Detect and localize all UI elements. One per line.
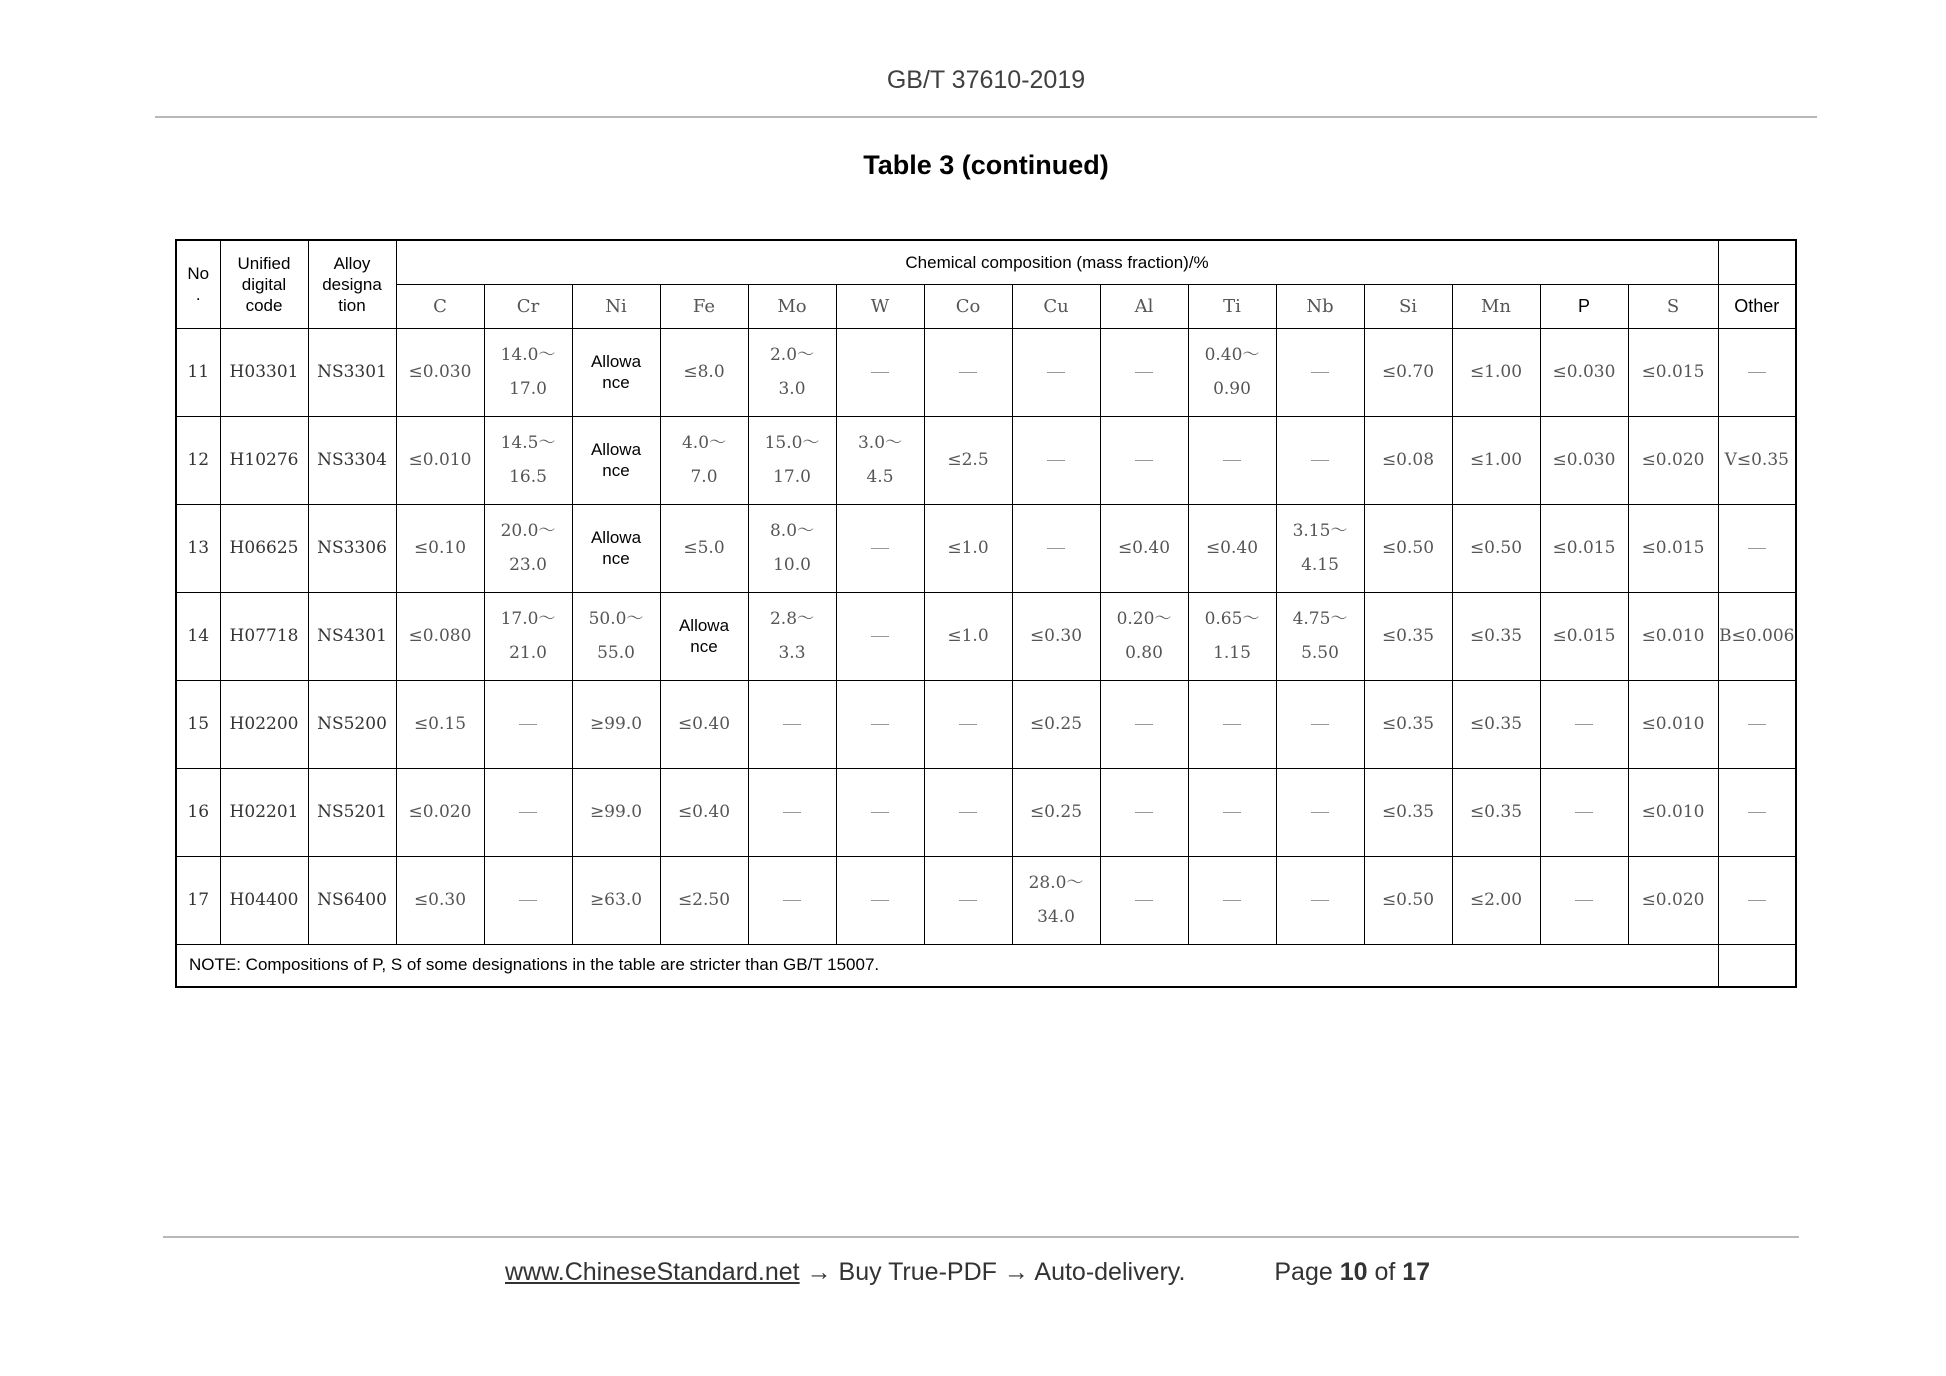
table-row bbox=[176, 856, 1796, 944]
alloy-designation-cell: NS3301 bbox=[308, 328, 396, 416]
value-cell-mn bbox=[1452, 592, 1540, 680]
value-cell-other-none bbox=[1718, 680, 1796, 768]
value-cell-c bbox=[396, 504, 484, 592]
alloy-designation-cell: NS6400 bbox=[308, 856, 396, 944]
value-cell-w-none bbox=[836, 328, 924, 416]
table-row bbox=[176, 328, 1796, 416]
row-number-cell: 13 bbox=[176, 504, 220, 592]
value-cell-ti bbox=[1188, 328, 1276, 416]
alloy-designation-cell: NS5201 bbox=[308, 768, 396, 856]
value-text: ≤0.010 bbox=[1641, 714, 1705, 734]
value-cell-al-none bbox=[1100, 416, 1188, 504]
value-cell-ti-none bbox=[1188, 416, 1276, 504]
value-cell-cr bbox=[484, 592, 572, 680]
value-cell-al-none bbox=[1100, 768, 1188, 856]
value-cell-s bbox=[1628, 592, 1718, 680]
composition-group-header: Chemical composition (mass fraction)/% bbox=[396, 240, 1718, 284]
element-header-co: Co bbox=[924, 284, 1012, 328]
value-cell-cr-none bbox=[484, 768, 572, 856]
value-text: ≤0.50 bbox=[1469, 538, 1523, 558]
value-text: 2.0～ 3.0 bbox=[769, 345, 815, 399]
value-text: ≤0.30 bbox=[1029, 626, 1083, 646]
value-text: 28.0～ 34.0 bbox=[1028, 873, 1084, 927]
digital-code-cell: H02200 bbox=[220, 680, 308, 768]
value-cell-co-none bbox=[924, 680, 1012, 768]
value-text: ≤0.35 bbox=[1469, 714, 1523, 734]
value-cell-nb-none bbox=[1276, 328, 1364, 416]
value-cell-cr bbox=[484, 328, 572, 416]
dash-mark bbox=[1135, 724, 1153, 725]
dash-mark bbox=[1311, 812, 1329, 813]
value-cell-fe bbox=[660, 680, 748, 768]
value-cell-p-none bbox=[1540, 856, 1628, 944]
value-text: 4.75～ 5.50 bbox=[1292, 609, 1348, 663]
dash-mark bbox=[1311, 372, 1329, 373]
digital-code-cell: H03301 bbox=[220, 328, 308, 416]
value-text: ≤5.0 bbox=[683, 538, 725, 558]
value-text: ≥99.0 bbox=[589, 714, 643, 734]
page-indicator bbox=[1274, 1258, 1430, 1286]
dash-mark bbox=[1748, 812, 1766, 813]
dash-mark bbox=[871, 548, 889, 549]
website-link[interactable]: www.ChineseStandard.net bbox=[505, 1258, 800, 1286]
value-text: ≤0.010 bbox=[1641, 802, 1705, 822]
value-cell-nb bbox=[1276, 592, 1364, 680]
value-text: 15.0～ 17.0 bbox=[764, 433, 820, 487]
value-text: B≤0.006 bbox=[1719, 626, 1795, 646]
value-cell-al-none bbox=[1100, 328, 1188, 416]
alloy-designation-cell: NS3304 bbox=[308, 416, 396, 504]
value-text: ≤0.010 bbox=[1641, 626, 1705, 646]
alloy-designation-cell: NS4301 bbox=[308, 592, 396, 680]
value-cell-ti-none bbox=[1188, 856, 1276, 944]
element-header-row bbox=[176, 284, 1796, 328]
value-cell-p bbox=[1540, 592, 1628, 680]
value-text: 0.20～ 0.80 bbox=[1116, 609, 1172, 663]
col-header-alloy-text: Alloy designa tion bbox=[322, 253, 382, 315]
dash-mark bbox=[1311, 460, 1329, 461]
value-cell-si bbox=[1364, 592, 1452, 680]
value-cell-c bbox=[396, 592, 484, 680]
dash-mark bbox=[783, 724, 801, 725]
value-text: ≤0.25 bbox=[1029, 802, 1083, 822]
value-cell-w-none bbox=[836, 680, 924, 768]
table-row bbox=[176, 768, 1796, 856]
value-text: ≤0.015 bbox=[1552, 626, 1616, 646]
value-cell-other-none bbox=[1718, 768, 1796, 856]
value-cell-mn bbox=[1452, 504, 1540, 592]
value-cell-p bbox=[1540, 504, 1628, 592]
value-cell-fe bbox=[660, 504, 748, 592]
value-cell-nb-none bbox=[1276, 856, 1364, 944]
value-text: ≤0.030 bbox=[1552, 362, 1616, 382]
footer-divider bbox=[163, 1236, 1799, 1238]
value-text: V≤0.35 bbox=[1724, 450, 1789, 470]
element-header-nb: Nb bbox=[1276, 284, 1364, 328]
dash-mark bbox=[1047, 548, 1065, 549]
value-cell-nb bbox=[1276, 504, 1364, 592]
value-cell-cu bbox=[1012, 680, 1100, 768]
value-cell-si bbox=[1364, 328, 1452, 416]
dash-mark bbox=[871, 724, 889, 725]
value-cell-ti-none bbox=[1188, 768, 1276, 856]
value-text: ≤2.50 bbox=[677, 890, 731, 910]
dash-mark bbox=[959, 724, 977, 725]
value-cell-al-none bbox=[1100, 680, 1188, 768]
value-text: ≤1.00 bbox=[1469, 450, 1523, 470]
value-cell-w-none bbox=[836, 768, 924, 856]
value-cell-co bbox=[924, 504, 1012, 592]
element-header-ti: Ti bbox=[1188, 284, 1276, 328]
value-cell-fe bbox=[660, 768, 748, 856]
value-text: ≤0.30 bbox=[413, 890, 467, 910]
value-cell-s bbox=[1628, 768, 1718, 856]
col-header-no bbox=[176, 240, 220, 328]
value-cell-al-none bbox=[1100, 856, 1188, 944]
value-cell-ti bbox=[1188, 592, 1276, 680]
value-text: 0.40～ 0.90 bbox=[1204, 345, 1260, 399]
value-text: ≤1.00 bbox=[1469, 362, 1523, 382]
value-cell-cu bbox=[1012, 768, 1100, 856]
value-cell-mo bbox=[748, 504, 836, 592]
row-number-cell: 16 bbox=[176, 768, 220, 856]
value-text: 50.0～ 55.0 bbox=[588, 609, 644, 663]
digital-code-cell: H02201 bbox=[220, 768, 308, 856]
element-header-c: C bbox=[396, 284, 484, 328]
value-cell-c bbox=[396, 416, 484, 504]
footer-tagline: → Buy True-PDF → Auto-delivery. bbox=[799, 1258, 1186, 1286]
table-caption: Table 3 (continued) bbox=[863, 150, 1109, 180]
dash-mark bbox=[1047, 372, 1065, 373]
value-text: ≤0.020 bbox=[1641, 450, 1705, 470]
value-cell-co bbox=[924, 592, 1012, 680]
value-cell-ni bbox=[572, 768, 660, 856]
value-text: ≤2.5 bbox=[947, 450, 989, 470]
value-cell-mn bbox=[1452, 768, 1540, 856]
value-cell-si bbox=[1364, 768, 1452, 856]
value-cell-fe bbox=[660, 416, 748, 504]
value-cell-fe bbox=[660, 592, 748, 680]
table-row bbox=[176, 680, 1796, 768]
value-text: ≤0.25 bbox=[1029, 714, 1083, 734]
value-cell-co-none bbox=[924, 856, 1012, 944]
value-cell-other bbox=[1718, 592, 1796, 680]
row-number-cell: 12 bbox=[176, 416, 220, 504]
dash-mark bbox=[1223, 900, 1241, 901]
col-header-code bbox=[220, 240, 308, 328]
page-footer bbox=[505, 1258, 1430, 1287]
value-text: 2.8～ 3.3 bbox=[769, 609, 815, 663]
value-cell-cu bbox=[1012, 592, 1100, 680]
value-text: 14.5～ 16.5 bbox=[500, 433, 556, 487]
value-cell-fe bbox=[660, 328, 748, 416]
value-text: ≥99.0 bbox=[589, 802, 643, 822]
element-header-si: Si bbox=[1364, 284, 1452, 328]
dash-mark bbox=[1311, 724, 1329, 725]
value-cell-cr-none bbox=[484, 856, 572, 944]
value-cell-nb-none bbox=[1276, 768, 1364, 856]
value-cell-other-none bbox=[1718, 856, 1796, 944]
value-text: ≤0.40 bbox=[677, 714, 731, 734]
row-number-cell: 15 bbox=[176, 680, 220, 768]
row-number-cell: 14 bbox=[176, 592, 220, 680]
value-text: ≤0.35 bbox=[1469, 802, 1523, 822]
value-text: ≤1.0 bbox=[947, 626, 989, 646]
digital-code-cell: H07718 bbox=[220, 592, 308, 680]
value-cell-co bbox=[924, 416, 1012, 504]
value-cell-s bbox=[1628, 328, 1718, 416]
page-current: 10 bbox=[1339, 1258, 1368, 1286]
value-cell-mn bbox=[1452, 856, 1540, 944]
value-cell-c bbox=[396, 328, 484, 416]
value-text: ≤0.50 bbox=[1381, 538, 1435, 558]
value-cell-s bbox=[1628, 856, 1718, 944]
table-note: NOTE: Compositions of P, S of some designations in the table are stricter than GB/T 15007. bbox=[176, 944, 1718, 987]
value-text: ≤0.080 bbox=[408, 626, 472, 646]
value-text: ≤0.010 bbox=[408, 450, 472, 470]
col-header-code-text: Unified digital code bbox=[237, 253, 291, 315]
value-cell-si bbox=[1364, 416, 1452, 504]
value-cell-w-none bbox=[836, 856, 924, 944]
dash-mark bbox=[519, 900, 537, 901]
value-cell-fe bbox=[660, 856, 748, 944]
value-text: ≤0.030 bbox=[1552, 450, 1616, 470]
dash-mark bbox=[1135, 900, 1153, 901]
digital-code-cell: H04400 bbox=[220, 856, 308, 944]
value-cell-ni bbox=[572, 856, 660, 944]
row-number-cell: 11 bbox=[176, 328, 220, 416]
value-cell-ni bbox=[572, 592, 660, 680]
document-id-header: GB/T 37610-2019 bbox=[886, 66, 1086, 94]
dash-mark bbox=[519, 812, 537, 813]
dash-mark bbox=[519, 724, 537, 725]
value-text: ≤0.35 bbox=[1381, 714, 1435, 734]
value-cell-w-none bbox=[836, 592, 924, 680]
value-cell-co-none bbox=[924, 768, 1012, 856]
value-cell-s bbox=[1628, 504, 1718, 592]
value-cell-p-none bbox=[1540, 768, 1628, 856]
value-text: ≤2.00 bbox=[1469, 890, 1523, 910]
dash-mark bbox=[1575, 900, 1593, 901]
value-cell-nb-none bbox=[1276, 680, 1364, 768]
value-text: Allowa nce bbox=[590, 352, 642, 392]
value-cell-w-none bbox=[836, 504, 924, 592]
dash-mark bbox=[1223, 812, 1241, 813]
value-text: Allowa nce bbox=[678, 616, 730, 656]
value-cell-p bbox=[1540, 328, 1628, 416]
value-cell-p bbox=[1540, 416, 1628, 504]
element-header-cr: Cr bbox=[484, 284, 572, 328]
value-cell-si bbox=[1364, 680, 1452, 768]
element-header-fe: Fe bbox=[660, 284, 748, 328]
value-cell-c bbox=[396, 856, 484, 944]
value-cell-ni bbox=[572, 328, 660, 416]
dash-mark bbox=[1575, 812, 1593, 813]
chemical-composition-table bbox=[175, 239, 1797, 988]
value-cell-ti-none bbox=[1188, 680, 1276, 768]
element-header-w: W bbox=[836, 284, 924, 328]
value-text: ≤0.030 bbox=[408, 362, 472, 382]
value-cell-ti bbox=[1188, 504, 1276, 592]
value-cell-mo-none bbox=[748, 856, 836, 944]
dash-mark bbox=[783, 812, 801, 813]
value-cell-ni bbox=[572, 504, 660, 592]
page-of-label: of bbox=[1374, 1258, 1396, 1286]
value-text: ≤1.0 bbox=[947, 538, 989, 558]
value-text: ≤0.40 bbox=[1205, 538, 1259, 558]
dash-mark bbox=[1135, 812, 1153, 813]
dash-mark bbox=[1748, 900, 1766, 901]
dash-mark bbox=[1748, 548, 1766, 549]
value-cell-mo-none bbox=[748, 768, 836, 856]
dash-mark bbox=[1748, 724, 1766, 725]
dash-mark bbox=[1135, 372, 1153, 373]
value-cell-s bbox=[1628, 680, 1718, 768]
dash-mark bbox=[959, 900, 977, 901]
value-text: ≤0.35 bbox=[1469, 626, 1523, 646]
value-cell-cu bbox=[1012, 856, 1100, 944]
value-cell-cu-none bbox=[1012, 504, 1100, 592]
value-cell-al bbox=[1100, 592, 1188, 680]
value-cell-c bbox=[396, 768, 484, 856]
value-cell-mo bbox=[748, 328, 836, 416]
element-header-mn: Mn bbox=[1452, 284, 1540, 328]
value-cell-mn bbox=[1452, 416, 1540, 504]
value-text: 20.0～ 23.0 bbox=[500, 521, 556, 575]
value-text: ≥63.0 bbox=[589, 890, 643, 910]
element-header-cu: Cu bbox=[1012, 284, 1100, 328]
value-text: ≤0.10 bbox=[413, 538, 467, 558]
table-header-row-1 bbox=[176, 240, 1796, 284]
element-header-al: Al bbox=[1100, 284, 1188, 328]
dash-mark bbox=[959, 812, 977, 813]
value-text: 17.0～ 21.0 bbox=[500, 609, 556, 663]
value-text: Allowa nce bbox=[590, 440, 642, 480]
value-cell-ni bbox=[572, 416, 660, 504]
dash-mark bbox=[1223, 724, 1241, 725]
value-cell-cr bbox=[484, 504, 572, 592]
dash-mark bbox=[1047, 460, 1065, 461]
dash-mark bbox=[1223, 460, 1241, 461]
value-cell-s bbox=[1628, 416, 1718, 504]
digital-code-cell: H10276 bbox=[220, 416, 308, 504]
digital-code-cell: H06625 bbox=[220, 504, 308, 592]
value-cell-cr-none bbox=[484, 680, 572, 768]
value-cell-al bbox=[1100, 504, 1188, 592]
value-cell-mn bbox=[1452, 680, 1540, 768]
element-header-s: S bbox=[1628, 284, 1718, 328]
value-text: ≤0.015 bbox=[1552, 538, 1616, 558]
value-cell-w bbox=[836, 416, 924, 504]
value-text: ≤8.0 bbox=[683, 362, 725, 382]
dash-mark bbox=[959, 372, 977, 373]
value-cell-ni bbox=[572, 680, 660, 768]
value-text: 3.0～ 4.5 bbox=[857, 433, 903, 487]
value-cell-co-none bbox=[924, 328, 1012, 416]
value-text: 3.15～ 4.15 bbox=[1292, 521, 1348, 575]
value-text: 0.65～ 1.15 bbox=[1204, 609, 1260, 663]
value-cell-other-none bbox=[1718, 504, 1796, 592]
value-cell-mn bbox=[1452, 328, 1540, 416]
value-cell-cr bbox=[484, 416, 572, 504]
value-text: ≤0.015 bbox=[1641, 538, 1705, 558]
value-text: ≤0.50 bbox=[1381, 890, 1435, 910]
value-text: ≤0.020 bbox=[408, 802, 472, 822]
value-cell-si bbox=[1364, 856, 1452, 944]
value-cell-cu-none bbox=[1012, 416, 1100, 504]
header-divider bbox=[155, 116, 1817, 118]
col-header-alloy bbox=[308, 240, 396, 328]
dash-mark bbox=[871, 900, 889, 901]
value-cell-other bbox=[1718, 416, 1796, 504]
value-cell-c bbox=[396, 680, 484, 768]
element-header-ni: Ni bbox=[572, 284, 660, 328]
dash-mark bbox=[871, 372, 889, 373]
page-total: 17 bbox=[1402, 1258, 1431, 1286]
value-text: 8.0～ 10.0 bbox=[769, 521, 815, 575]
value-text: ≤0.40 bbox=[677, 802, 731, 822]
value-text: ≤0.15 bbox=[413, 714, 467, 734]
value-text: ≤0.015 bbox=[1641, 362, 1705, 382]
value-text: ≤0.40 bbox=[1117, 538, 1171, 558]
row-number-cell: 17 bbox=[176, 856, 220, 944]
alloy-designation-cell: NS3306 bbox=[308, 504, 396, 592]
table-row bbox=[176, 416, 1796, 504]
alloy-designation-cell: NS5200 bbox=[308, 680, 396, 768]
value-cell-si bbox=[1364, 504, 1452, 592]
table-note-row bbox=[176, 944, 1796, 987]
element-header-other: Other bbox=[1718, 284, 1796, 328]
dash-mark bbox=[1575, 724, 1593, 725]
value-text: 14.0～ 17.0 bbox=[500, 345, 556, 399]
element-header-mo: Mo bbox=[748, 284, 836, 328]
value-cell-mo-none bbox=[748, 680, 836, 768]
value-cell-mo bbox=[748, 416, 836, 504]
value-cell-p-none bbox=[1540, 680, 1628, 768]
col-header-no-text: No . bbox=[187, 264, 210, 305]
value-cell-mo bbox=[748, 592, 836, 680]
value-cell-other-none bbox=[1718, 328, 1796, 416]
page-label: Page bbox=[1274, 1258, 1333, 1286]
dash-mark bbox=[1311, 900, 1329, 901]
table-body bbox=[176, 328, 1796, 944]
value-text: ≤0.70 bbox=[1381, 362, 1435, 382]
dash-mark bbox=[871, 636, 889, 637]
dash-mark bbox=[1748, 372, 1766, 373]
dash-mark bbox=[1135, 460, 1153, 461]
element-header-p: P bbox=[1540, 284, 1628, 328]
dash-mark bbox=[783, 900, 801, 901]
dash-mark bbox=[871, 812, 889, 813]
table-row bbox=[176, 592, 1796, 680]
value-cell-cu-none bbox=[1012, 328, 1100, 416]
value-cell-nb-none bbox=[1276, 416, 1364, 504]
table-row bbox=[176, 504, 1796, 592]
value-text: ≤0.35 bbox=[1381, 802, 1435, 822]
value-text: ≤0.35 bbox=[1381, 626, 1435, 646]
value-text: ≤0.08 bbox=[1381, 450, 1435, 470]
value-text: Allowa nce bbox=[590, 528, 642, 568]
value-text: 4.0～ 7.0 bbox=[681, 433, 727, 487]
value-text: ≤0.020 bbox=[1641, 890, 1705, 910]
